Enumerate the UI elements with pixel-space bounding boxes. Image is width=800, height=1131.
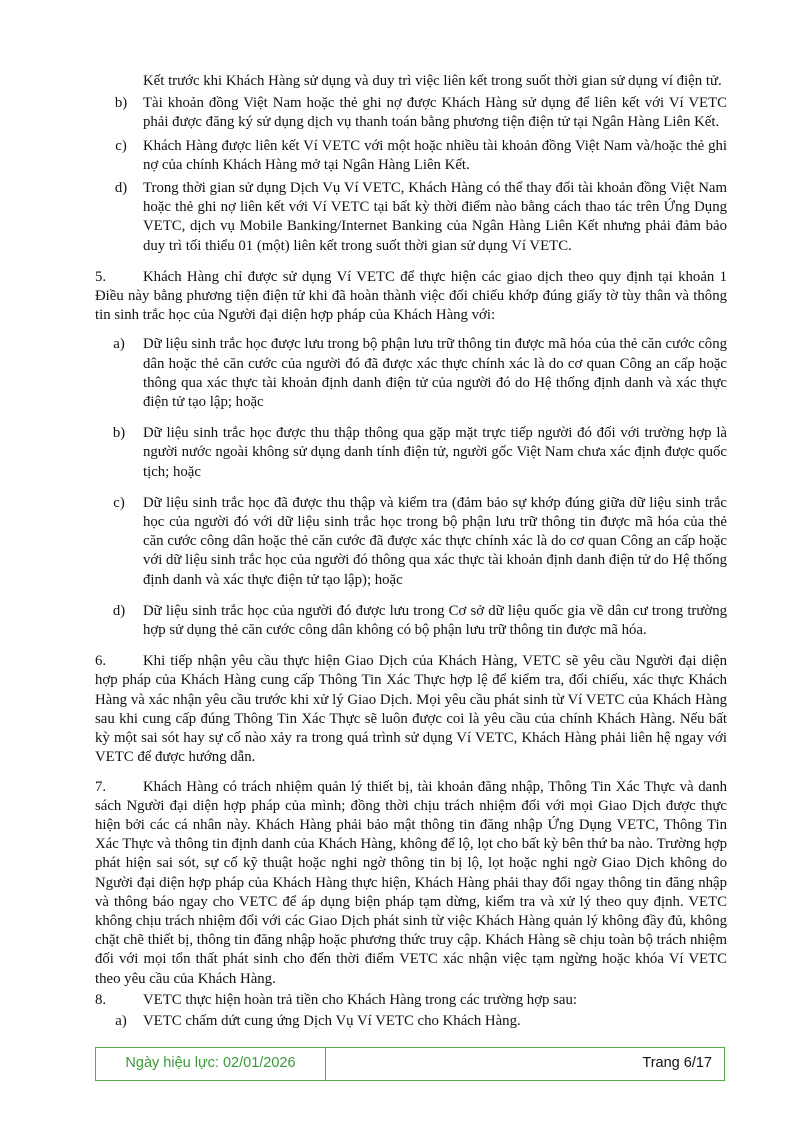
list-text: Dữ liệu sinh trắc học của người đó được lưu trong Cơ sở dữ liệu quốc gia về dân cư trong trường hợp sử dụng thẻ căn cước công dân không có bộ phận lưu trữ thông tin được mã hóa. xyxy=(143,602,727,639)
list-text: Dữ liệu sinh trắc học đã được thu thập và kiểm tra (đảm bảo sự khớp đúng giữa dữ liệu sinh trắc học của người đó với dữ liệu sinh trắc học trong bộ phận lưu trữ thông tin được mã hóa của thẻ căn cước công dân hoặc thẻ căn cước đã được xác thực chính xác là do cơ quan Công an cấp hoặc với dữ liệu sinh trắc học của người đó thông qua xác thực tài khoản định danh điện tử do Hệ thống định danh và xác thực điện tử tạo lập); hoặc xyxy=(143,494,727,588)
list-item-d xyxy=(95,179,727,256)
page-footer xyxy=(95,1047,725,1081)
list-label: b) xyxy=(114,95,128,112)
document-body xyxy=(95,72,727,1035)
list-item-5b xyxy=(95,424,727,482)
list-item-b xyxy=(95,94,727,132)
list-item-5a xyxy=(95,335,727,412)
paragraph-text: VETC thực hiện hoàn trả tiền cho Khách Hàng trong các trường hợp sau: xyxy=(143,991,577,1008)
list-label: d) xyxy=(114,180,128,197)
paragraph-number: 6. xyxy=(95,653,107,670)
list-text: VETC chấm dứt cung ứng Dịch Vụ Ví VETC cho Khách Hàng. xyxy=(143,1012,521,1029)
continued-text: Kết trước khi Khách Hàng sử dụng và duy trì việc liên kết trong suốt thời gian sử dụng ví điện tử. xyxy=(143,73,722,89)
list-text: Tài khoản đồng Việt Nam hoặc thẻ ghi nợ được Khách Hàng sử dụng để liên kết với Ví VETC phải được đăng ký sử dụng dịch vụ thanh toán bằng phương tiện điện tử tại Ngân Hàng Liên Kết. xyxy=(143,95,727,131)
paragraph-7 xyxy=(95,778,727,989)
list-item-8a xyxy=(95,1012,727,1031)
paragraph-6 xyxy=(95,652,727,767)
paragraph-text: Khách Hàng chỉ được sử dụng Ví VETC để thực hiện các giao dịch theo quy định tại khoản 1 Điều này bằng phương tiện điện tử khi đã hoàn thành việc đối chiếu khớp đúng giấy tờ tùy thân và thông tin sinh trắc học của Người đại diện hợp pháp của Khách Hàng với: xyxy=(95,268,727,324)
list-label: b) xyxy=(112,425,126,442)
paragraph-text: Khách Hàng có trách nhiệm quản lý thiết bị, tài khoản đăng nhập, Thông Tin Xác Thực và danh sách Người đại diện hợp pháp của mình; đồng thời chịu trách nhiệm đối với mọi Giao Dịch được thực hiện bởi các cá nhân này. Khách Hàng phải bảo mật thông tin đăng nhập Ứng Dụng VETC, Thông Tin Xác Thực và thông tin định danh của Khách Hàng, không để lộ, lọt cho bất kỳ bên thứ ba nào. Trường hợp phát hiện sai sót, sự cố kỹ thuật hoặc nghi ngờ thông tin bị lộ, lọt hoặc nghi ngờ Giao Dịch không do Người đại diện hợp pháp của Khách Hàng thực hiện, Khách Hàng phải thay đổi ngay thông tin đăng nhập và thông báo ngay cho VETC để áp dụng biện pháp tạm dừng, kiểm tra và xử lý theo quy định. VETC không chịu trách nhiệm đối với các Giao Dịch phát sinh từ việc Khách Hàng quản lý không đầy đủ, không chặt chẽ thiết bị, thông tin đăng nhập hoặc phương thức truy cập. Khách Hàng sẽ chịu toàn bộ trách nhiệm đối với mọi tổn thất phát sinh cho đến thời điểm VETC xác nhận việc tạm ngừng hoặc khóa Ví VETC theo yêu cầu của Khách Hàng. xyxy=(95,778,727,987)
list-item-c xyxy=(95,137,727,175)
list-label: c) xyxy=(115,137,127,154)
list-item-5c xyxy=(95,494,727,590)
paragraph-5 xyxy=(95,268,727,326)
paragraph-number: 8. xyxy=(95,991,107,1008)
paragraph-number: 5. xyxy=(95,268,107,285)
list-label: c) xyxy=(113,494,125,511)
list-label: d) xyxy=(112,602,126,619)
paragraph-8 xyxy=(95,991,727,1010)
list-text: Trong thời gian sử dụng Dịch Vụ Ví VETC, Khách Hàng có thể thay đổi tài khoản đồng Việt Nam hoặc thẻ ghi nợ liên kết với Ví VETC tại bất kỳ thời điểm nào bằng cách thao tác trên Ứng Dụng VETC, dịch vụ Mobile Banking/Internet Banking của Ngân Hàng Liên Kết nhưng phải đảm bảo duy trì tối thiểu 01 (một) liên kết trong suốt thời gian sử dụng Ví VETC. xyxy=(143,180,727,254)
list-label: a) xyxy=(113,336,125,353)
list-label: a) xyxy=(115,1012,127,1029)
effective-date: Ngày hiệu lực: 02/01/2026 xyxy=(96,1048,326,1080)
page-number: Trang 6/17 xyxy=(642,1055,712,1071)
list-text: Dữ liệu sinh trắc học được lưu trong bộ phận lưu trữ thông tin được mã hóa của thẻ căn cước công dân hoặc thẻ căn cước của người đó đã được xác thực chính xác là do cơ quan Công an cấp hoặc thông qua xác thực tài khoản định danh điện tử của người đó do Hệ thống định danh và xác thực điện tử tạo lập; hoặc xyxy=(143,336,727,411)
list-text: Dữ liệu sinh trắc học được thu thập thông qua gặp mặt trực tiếp người đó đối với trường hợp là người nước ngoài không sử dụng danh tính điện tử, người gốc Việt Nam chưa xác định được quốc tịch; hoặc xyxy=(143,425,727,480)
paragraph-number: 7. xyxy=(95,778,107,795)
list-item-5d xyxy=(95,602,727,640)
paragraph-text: Khi tiếp nhận yêu cầu thực hiện Giao Dịch của Khách Hàng, VETC sẽ yêu cầu Người đại diện hợp pháp của Khách Hàng cung cấp Thông Tin Xác Thực hợp lệ để kiểm tra, đối chiếu, xác thực Khách Hàng và xác nhận yêu cầu trước khi xử lý Giao Dịch. Mọi yêu cầu phát sinh từ Ví VETC của Khách Hàng sau khi cung cấp đúng Thông Tin Xác Thực sẽ luôn được coi là yêu cầu của chính Khách Hàng. Nếu bất kỳ một sai sót hay sự cố nào xảy ra trong quá trình sử dụng Ví VETC, Khách Hàng phải liên hệ ngay với VETC để được hướng dẫn. xyxy=(95,653,727,766)
list-text: Khách Hàng được liên kết Ví VETC với một hoặc nhiều tài khoản đồng Việt Nam và/hoặc thẻ ghi nợ của chính Khách Hàng mở tại Ngân Hàng Liên Kết. xyxy=(143,137,727,173)
